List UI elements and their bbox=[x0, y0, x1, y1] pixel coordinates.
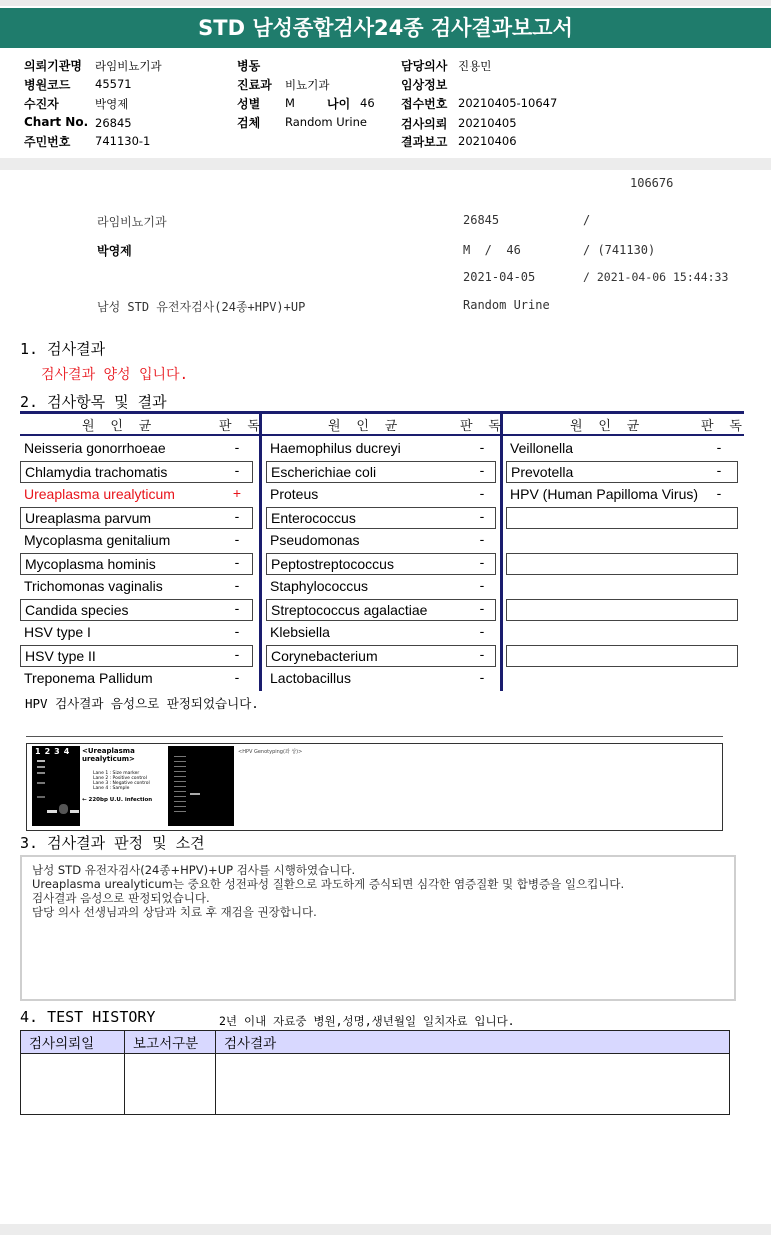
history-cell bbox=[21, 1054, 125, 1115]
organism-name: Ureaplasma urealyticum bbox=[24, 486, 175, 502]
empty-result-row bbox=[506, 645, 738, 667]
gel-band-label-text: 220bp U.U. infection bbox=[88, 797, 153, 803]
gel-image-uu bbox=[32, 746, 80, 826]
organism-name: Corynebacterium bbox=[266, 645, 496, 667]
lane-2-label: 2 bbox=[44, 747, 55, 756]
history-col-report-type: 보고서구분 bbox=[125, 1031, 216, 1054]
organism-name: Escherichiae coli bbox=[266, 461, 496, 483]
value-specimen: Random Urine bbox=[285, 115, 367, 129]
organism-result: - bbox=[234, 623, 240, 639]
history-note: 2년 이내 자료중 병원,성명,생년월일 일치자료 입니다. bbox=[219, 1014, 515, 1028]
report-clinic: 라임비뇨기과 bbox=[97, 215, 167, 229]
hpv-band bbox=[190, 793, 200, 795]
organism-name: HPV (Human Papilloma Virus) bbox=[510, 486, 699, 502]
organism-name: HSV type I bbox=[24, 624, 91, 640]
value-resident-no: 741130-1 bbox=[95, 134, 151, 148]
col3-organism-header: 원 인 균 bbox=[570, 419, 644, 434]
organism-name: Candida species bbox=[20, 599, 253, 621]
report-datetime: / 2021-04-06 15:44:33 bbox=[583, 270, 729, 284]
organism-result: - bbox=[234, 462, 240, 478]
col1-organism-header: 원 인 균 bbox=[82, 419, 156, 434]
label-ward: 병동 bbox=[237, 59, 261, 73]
value-doctor: 진용민 bbox=[458, 59, 492, 73]
label-report-date: 결과보고 bbox=[401, 135, 448, 149]
label-patient: 수진자 bbox=[24, 97, 59, 111]
report-chart: 26845 bbox=[463, 213, 500, 227]
organism-result: - bbox=[716, 439, 722, 455]
organism-name: Klebsiella bbox=[270, 624, 330, 640]
organism-result: - bbox=[479, 439, 485, 455]
organism-name: Trichomonas vaginalis bbox=[24, 578, 163, 594]
organism-name: Pseudomonas bbox=[270, 532, 360, 548]
organism-result: - bbox=[479, 554, 485, 570]
label-age: 나이 bbox=[327, 97, 351, 111]
organism-result: - bbox=[234, 669, 240, 685]
bottom-band bbox=[0, 1224, 771, 1235]
label-resident-no: 주민번호 bbox=[24, 135, 71, 149]
result-summary: 검사결과 양성 입니다. bbox=[41, 367, 189, 383]
history-row bbox=[21, 1054, 730, 1115]
grid-top-rule bbox=[20, 411, 744, 414]
report-title: STD 남성종합검사24종 검사결과보고서 bbox=[0, 8, 771, 48]
hpv-note: HPV 검사결과 음성으로 판정되었습니다. bbox=[25, 696, 259, 711]
opinion-box bbox=[20, 855, 736, 1001]
figure-top-rule bbox=[26, 736, 723, 737]
organism-name: Streptococcus agalactiae bbox=[266, 599, 496, 621]
organism-result: - bbox=[479, 646, 485, 662]
gel-band-label: ← 220bp U.U. infection bbox=[82, 797, 153, 803]
value-chart-no: 26845 bbox=[95, 116, 132, 130]
organism-result: - bbox=[234, 508, 240, 524]
history-table bbox=[20, 1030, 730, 1115]
label-sex: 성별 bbox=[237, 97, 261, 111]
gel-lane-numbers bbox=[35, 747, 73, 756]
history-col-request-date: 검사의뢰일 bbox=[21, 1031, 125, 1054]
history-cell bbox=[125, 1054, 216, 1115]
value-clinic: 라임비뇨기과 bbox=[95, 59, 162, 73]
organism-result: - bbox=[716, 462, 722, 478]
gel-figure-title: <Ureaplasma urealyticum> bbox=[82, 747, 135, 763]
value-age: 46 bbox=[360, 96, 375, 110]
history-cell bbox=[216, 1054, 730, 1115]
organism-result: + bbox=[232, 485, 242, 501]
empty-result-row bbox=[506, 553, 738, 575]
col2-organism-header: 원 인 균 bbox=[328, 419, 402, 434]
gel-image-hpv bbox=[168, 746, 234, 826]
report-name: 박영제 bbox=[97, 244, 132, 258]
organism-result: - bbox=[479, 600, 485, 616]
opinion-line-2: Ureaplasma urealyticum는 중요한 성전파성 질환으로 과도하게 증식되면 심각한 염증질환 및 합병증을 일으킵니다. bbox=[32, 877, 625, 891]
report-test-name: 남성 STD 유전자검사(24종+HPV)+UP bbox=[97, 300, 306, 314]
organism-name: HSV type II bbox=[20, 645, 253, 667]
organism-name: Treponema Pallidum bbox=[24, 670, 153, 686]
label-department: 진료과 bbox=[237, 78, 272, 92]
col3-result-header: 판 독 bbox=[701, 419, 746, 434]
lane-4-label: 4 bbox=[63, 747, 74, 756]
opinion-line-4: 담당 의사 선생님과의 상담과 치료 후 재검을 권장합니다. bbox=[32, 905, 317, 919]
opinion-line-1: 남성 STD 유전자검사(24종+HPV)+UP 검사를 시행하였습니다. bbox=[32, 863, 356, 877]
organism-name: Staphylococcus bbox=[270, 578, 369, 594]
organism-result: - bbox=[479, 577, 485, 593]
value-hospital-code: 45571 bbox=[95, 77, 132, 91]
value-department: 비뇨기과 bbox=[285, 78, 330, 92]
organism-result: - bbox=[234, 554, 240, 570]
organism-name: Ureaplasma parvum bbox=[20, 507, 253, 529]
label-clinical-info: 임상정보 bbox=[401, 78, 448, 92]
report-birth: / (741130) bbox=[583, 243, 656, 257]
organism-result: - bbox=[479, 531, 485, 547]
gel-figure bbox=[26, 736, 723, 831]
label-request-date: 검사의뢰 bbox=[401, 117, 448, 131]
gel-legend-3: Lane 3 : Negative control bbox=[93, 781, 150, 786]
organism-result: - bbox=[716, 485, 722, 501]
gel-band-sample bbox=[70, 810, 79, 813]
organism-result: - bbox=[479, 669, 485, 685]
label-doctor: 담당의사 bbox=[401, 59, 448, 73]
gel-legend-4: Lane 4 : Sample bbox=[93, 786, 130, 791]
gel-band-positive bbox=[47, 810, 57, 813]
history-col-result: 검사결과 bbox=[216, 1031, 730, 1054]
organism-name: Haemophilus ducreyi bbox=[270, 440, 401, 456]
value-patient: 박영제 bbox=[95, 97, 129, 111]
label-chart-no: Chart No. bbox=[24, 115, 89, 129]
lane-1-label: 1 bbox=[35, 747, 45, 756]
organism-result: - bbox=[234, 646, 240, 662]
top-edge bbox=[0, 0, 771, 6]
organism-result: - bbox=[234, 531, 240, 547]
label-receipt-no: 접수번호 bbox=[401, 97, 448, 111]
organism-name: Mycoplasma hominis bbox=[20, 553, 253, 575]
separator-band bbox=[0, 158, 771, 170]
gel-legend-1: Lane 1 : Size marker bbox=[93, 771, 140, 776]
organism-result: - bbox=[479, 623, 485, 639]
label-specimen: 검체 bbox=[237, 116, 261, 130]
figure-inner-rule bbox=[26, 743, 723, 744]
organism-result: - bbox=[234, 600, 240, 616]
organism-name: Neisseria gonorrhoeae bbox=[24, 440, 166, 456]
grid-divider-1 bbox=[259, 411, 262, 691]
value-request-date: 20210405 bbox=[458, 116, 517, 130]
grid-header-rule bbox=[20, 434, 744, 436]
organism-name: Mycoplasma genitalium bbox=[24, 532, 171, 548]
organism-name: Enterococcus bbox=[266, 507, 496, 529]
organism-name: Proteus bbox=[270, 486, 319, 502]
report-number: 106676 bbox=[630, 176, 674, 190]
organism-result: - bbox=[479, 508, 485, 524]
grid-divider-2 bbox=[500, 411, 503, 691]
section4-title: 4. TEST HISTORY bbox=[20, 1008, 156, 1026]
label-hospital-code: 병원코드 bbox=[24, 78, 71, 92]
section1-title: 1. 검사결과 bbox=[20, 340, 106, 358]
section2-title: 2. 검사항목 및 결과 bbox=[20, 393, 167, 411]
empty-result-row bbox=[506, 599, 738, 621]
section3-title: 3. 검사결과 판정 및 소견 bbox=[20, 834, 205, 852]
label-clinic: 의뢰기관명 bbox=[24, 59, 82, 73]
gel-band-negative bbox=[59, 804, 68, 814]
organism-name: Veillonella bbox=[510, 440, 574, 456]
gel-marker-lane bbox=[37, 760, 45, 820]
organism-result: - bbox=[234, 439, 240, 455]
organism-name: Chlamydia trachomatis bbox=[20, 461, 253, 483]
value-sex: M bbox=[285, 96, 295, 110]
organism-result: - bbox=[479, 485, 485, 501]
empty-result-row bbox=[506, 507, 738, 529]
value-report-date: 20210406 bbox=[458, 134, 517, 148]
hpv-marker-lane bbox=[174, 752, 186, 816]
report-sex-age: M / 46 bbox=[463, 243, 521, 257]
lane-3-label: 3 bbox=[54, 747, 64, 756]
col2-result-header: 판 독 bbox=[460, 419, 505, 434]
organism-result: - bbox=[479, 462, 485, 478]
report-request-date: 2021-04-05 bbox=[463, 270, 536, 284]
report-slash: / bbox=[583, 213, 591, 227]
organism-name: Lactobacillus bbox=[270, 670, 351, 686]
value-receipt-no: 20210405-10647 bbox=[458, 96, 558, 110]
organism-name: Prevotella bbox=[506, 461, 738, 483]
report-specimen: Random Urine bbox=[463, 298, 550, 312]
gel-legend-panel bbox=[82, 746, 172, 826]
col1-result-header: 판 독 bbox=[219, 419, 264, 434]
hpv-caption: <HPV Genotyping(좌 상)> bbox=[238, 749, 303, 755]
organism-result: - bbox=[234, 577, 240, 593]
organism-name: Peptostreptococcus bbox=[266, 553, 496, 575]
gel-legend-2: Lane 2 : Positive control bbox=[93, 776, 147, 781]
opinion-line-3: 검사결과 음성으로 판정되었습니다. bbox=[32, 891, 210, 905]
